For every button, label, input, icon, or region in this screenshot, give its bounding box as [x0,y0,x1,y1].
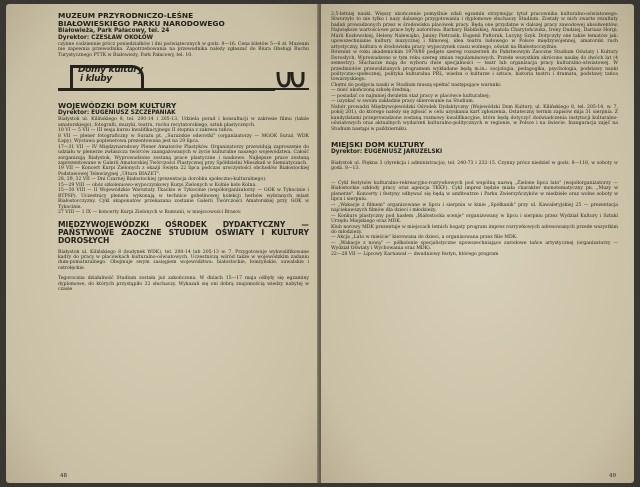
mdk-item: 22—28 VII — Lipcowy Karnawał — dwudniowy festyn, którego program [331,251,499,257]
museum-text: czynne codziennie prócz poniedziałków i dni poświątecznych w godz. 9—16. Cena biletów 5—6 zł. Muzeum nie zapewnia przewodnika. Zapotrzebowania na przewodnika należy zgłaszać do Biura Obsługi Ruchu Turystycznego PTTK w Białowieży, Park Pałacowy, tel. 10. [58,42,309,58]
right-para: — uzyskać w swoim zakładzie pracy skierowanie na Studium. [331,99,475,105]
page-number-left: 48 [60,472,67,479]
museum-title-line2: BIAŁOWIESKIEGO PARKU NARODOWEGO [58,19,225,28]
wdk-para: Białystok ul. Kilińskiego 8, tel. 200-14 i 205-13. Udziela porad i konsultacji w zakresie filmu (także amatorskiego), fotografii, muzyki, teatru, ruchu recytatorskiego, sztuk plastycznych. [58,117,309,128]
mod-para: Tegoroczna działalność Studium została już zakończona. W dniach 15—17 maja odbyły się egzaminy dyplomowe, do których przystąpiło 32 słuchaczy. Wykazali się oni dobrą znajomością wiedzy nabytej w czasie [58,276,309,293]
mod-para: Białystok ul. Kilińskiego 8 (budynek WDK), tel. 200-14 lub 205-13 w. 7. Przygotowuje wykwalifikowane kadry do pracy w placówkach kulturalno-oświatowych. Uczestniczą wśród także w wojewódzkim zadaniu dum-pomaturalnego. Obejmuje swym zasięgiem województwa: białostockie, łomżyńskie, suwalskie i ostrołęckie. [58,249,309,271]
section-banner [58,64,309,94]
publisher-logo-icon [275,68,309,92]
wdk-para: 8 VII — plener fotograficzny w Surażu pt. „Surażskie odwrotki" (organizatorzy — MGOK Suraż, WDK Łapy). Wystawa poplenerowa prezentowana jest na 29 lipca. [58,133,309,145]
museum-director: Dyrektor: CZESŁAW OKOŁÓW [58,35,154,41]
page-number-right: 49 [609,472,616,479]
mdk-item: — Cykl festynów kulturalno-rekreacyjno-rozrywkowych pod wspólną nazwą „Zielone lipca lato" (współorganizatorzy — Białostockie szkłody pracy oraz agencja TKKF). Cykl imprez będzie miała charakter monotematyczny pn. „Muzy w plenerze". Koncerty i festyny odbywać się będą w amfiteatrze i Parku Zwierzyńczyków w niedziele oraz wolne soboty w lipcu i sierpniu. [331,180,618,203]
right-para: Chętni do podjęcia nauki w Studium muszą spełnić następujące warunki: [331,82,502,88]
mdk-item: — „Wakacje z nową" — półkolonie specjalistyczne upowszechniające zarodowe tańce artystycznej (organizatorzy — Wydział Oświaty i Wychowania oraz MDK). [331,240,618,252]
wdk-director: Dyrektor: EUGENIUSZ SZCZEPANIAK [58,110,176,117]
museum-title: MUZEUM PRZYRODNICZO-LEŚNE [58,11,194,20]
banner-title-line1: Domy kultury [78,65,143,76]
banner-title [78,66,143,84]
mdk-item: — „Wakacje z filmem" organizowane w lipcu i sierpniu w kinie „Spółkanik" przy ul. Kawaleryjskiej 25 — prezentacja najciekawszych filmów dla dzieci i młodzieży. [331,202,618,214]
mdk-title: MIEJSKI DOM KULTURY [331,139,425,149]
right-para: — mieć ukończoną szkołę średnią; [331,88,411,94]
wdk-title: WOJEWÓDZKI DOM KULTURY [58,101,177,111]
mdk-intro: Białystok ul. Piękna 3 (dyrekcja i administracja), tel. 240-73 i 232-15. Czynny prócz niedziel w godz. 8—118, w soboty w godz. 8—13. [331,160,618,172]
right-para: — posiadać co najmniej dwuletni staż pracy w placówce kulturalnej; [331,93,491,99]
mod-title: MIĘDZYWOJEWÓDZKI OŚRODEK DYDAKTYCZNY —PAŃSTWOWE ZAOCZNE STUDIUM OŚWIATY I KULTURY DOROSŁYCH [58,219,309,245]
wdk-para: 28, 29, 32 VII — Dni Czarnej Białostockiej (prezentacja dorobku społeczno-kulturalnego). [58,177,267,183]
wdk-para: 10 VI — 5 VII — III sesja kursu kwalifikacyjnego II stopnia z zakresu tańca. [58,128,234,134]
mdk-item: Klub norowy MDK prezentuje w miejscach letnich bogaty program imprez rozrywkowych adresowanych przede wszystkim do młodzieży. [331,224,618,235]
right-para: 2,5-letniej nauki. Więszy ukończenie pomyślnie zdali egzamin otrzymując tytuł pracownika kulturalno-oświatowego. Stworzyło to nie tylko i nazy dalszego przygotowania i dyplomowe słuchaczy Studium. Zostały w nich zwarte rezultaty badań prowadzonych przez w środowisku placówek pracy. Będą one przydatne w dalszej pracy zawodowej absolwentów. Największe wartościowe prace były autorstwa: Barbary Babińskiej, Anatola Charytończuka, Ireny Dudziej, Dariusz Horgi, Marii Kozłowskiej, Heleny Nalewajko, Janiny Pietrasik, Eugenii Pułtorak, Lucyny Szyk. Dotyczyły one także tematów jak: upowszechnianie kultury muzycznej i filmowej, idea teatru ludowego w Polsce międzywojennej, amatorski ruch artystyczny, kultura w środowisku pracy, wypoczynek czasu wolnego, oświat na Białostocczyźnie. [331,12,618,50]
wdk-para: 15—30 VIII — II Wojewódzkie Warsztaty Tkackie w Tykocinie (współorganizatorzy — GOK w Tykocinie i BTPSP). Uczestnicy pleneru wykonają w technice gobelinowej kolekcji herbów wybranych miast Białostocczyzny. Cykl skaponatów przekazana zostanie Galerii Twórczości Amatorskiej przy GOK w Tykocinie. [58,188,309,210]
wdk-para: 19 VII — Koncert Kurpi Zielonych z okazji Święta 22 lipca podczas uroczystości obchodów Białostockiej Podstawowej Telewizyjnej „Ułtura BIAZET". [58,166,309,177]
right-page [321,4,634,483]
wdk-para: 27 VIII — 1 IX — koncerty Kurpi Zielonych w Rumunii, w miejscowości Brasov. [58,210,242,216]
right-para: Nabór prowadzi Międzywojewódzki Ośrodek Dydaktyczny (Wojewódzki Dom Kultury, ul. Kilińskiego 8, tel. 205-14, w. 7, pokój 201), do którego należy się zgłosić w celu uzyskania kart zgłoszenia. Ostateczny termin zapisów mija 31 sierpnia. Z kandydatami przeprowadzone zostaną rozmowy kwalifikacyjne, które będą dotyczyć doświadczenia instytucji kulturalno-oświatowych oraz aktualnych wydarzeń kulturalno-politycznych w regionie, w Polsce i na świecie. Inauguracja zajęć na Studium nastąpi w październiku. [331,104,618,132]
wdk-para: 15—29 VIII — obóz szkoleniowo-wypoczynkowy Kurpi Zielonych w Kolnie koło Kolna. [58,182,257,188]
mdk-item: — Konkurs plastyczny pod hasłem „Białostocka scenje" organizowany w lipcu i sierpniu przez Wydział Kultury i Sztuki Urzędu Miejskiego oraz MDK. [331,213,618,225]
banner-title-line2: i kluby [80,74,112,85]
mdk-item: — Akcja „Lato w mieście" kierowana do dzieci, a organizowana przez filie MDK. [331,235,518,241]
wdk-para: 17—31 VII — IV Międzynarodowy Plener Amatorów Plastyków. Organizatorzy przewidują zaproszenie do udziału w plenerze zwłaszcza twórców zaangażowanych w życie kulturalne naszego województwa. Całość zorganizują Białystok, Wyprowadzone zostaną prace plastyczne i naukowe. Najlepsze prace zostaną zaprezentowane w Galerii Amatorskiej Twórczości Plastycznej przy Spółdzielni Mieszkań w Siemiatyczach. [58,144,309,166]
right-para: Również w roku akademickim 1979/80 podjęto szereg rozszerzeń do Państwowym Zaoczne Studium Oświaty i Kultury Dorosłych. Wprowadzono w tym roku szereg zmian regulaminowych. Przede wszystkim skrócono naukę do dwóch lat (4 semestry). Słuchacze mają do wyboru dwie specjalności — teatr lub organizacja pracy kulturalno-oświatowej. W przedmiotów przewidzianych programem wykładane będą m.in.: socjologia, pedagogika, psychologia, podstawy nauki polityczno-społecznej, polityka kulturalna PRL, wiedza o kulturze i sztuce, historia teatru i dramatu, podstawy tańca towarzyskiego. [331,50,618,83]
mdk-director: Dyrektor: EUGENIUSZ JARUZELSKI [331,148,443,155]
museum-address: Białowieża, Park Pałacowy, tel. 24 [58,28,170,34]
left-page [6,4,319,483]
